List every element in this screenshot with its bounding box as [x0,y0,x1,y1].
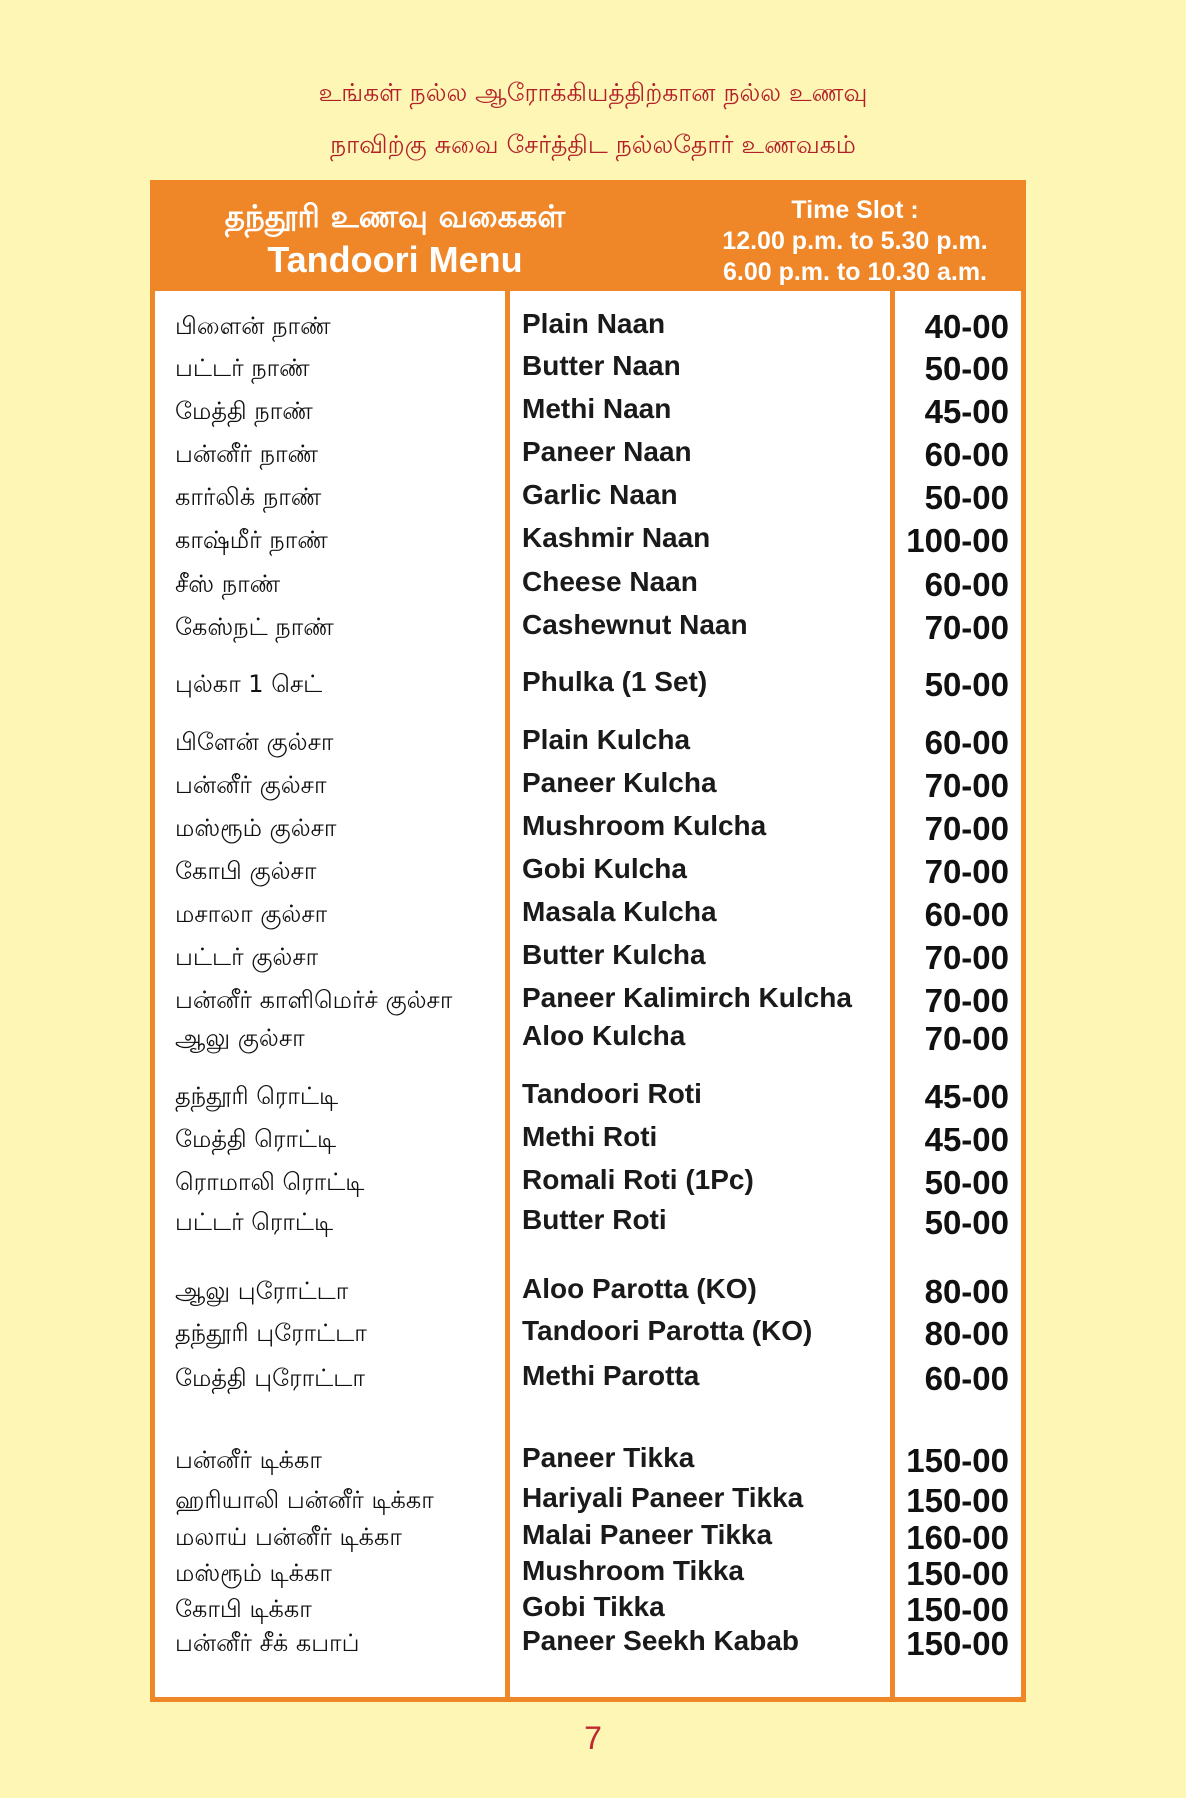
menu-row [155,1591,1021,1629]
item-name-tamil: கேஸ்நட் நாண் [175,613,334,641]
item-price: 60-00 [924,724,1009,761]
item-price: 70-00 [924,939,1009,976]
item-name-tamil: பட்டர் நாண் [175,354,310,382]
item-price: 50-00 [924,1164,1009,1201]
menu-row [155,1121,1021,1159]
menu-row [155,1315,1021,1353]
menu-row [155,1164,1021,1202]
item-name-english: Plain Naan [522,308,666,339]
item-name-english: Methi Roti [522,1121,658,1152]
menu-row [155,308,1021,346]
item-price: 60-00 [924,896,1009,933]
item-name-tamil: ஆலு குல்சா [175,1024,305,1052]
item-name-english: Mushroom Kulcha [522,810,767,841]
item-name-tamil: ஹரியாலி பன்னீர் டிக்கா [175,1486,434,1514]
menu-row [155,1204,1021,1242]
menu-row [155,350,1021,388]
item-name-english: Methi Naan [522,393,672,424]
menu-row [155,853,1021,891]
menu-row [155,1360,1021,1398]
menu-row [155,1273,1021,1311]
menu-row [155,1020,1021,1058]
item-name-tamil: மஸ்ரூம் டிக்கா [175,1559,332,1587]
item-price: 45-00 [924,1121,1009,1158]
menu-title-english: Tandoori Menu [267,239,523,280]
item-name-english: Malai Paneer Tikka [522,1519,773,1550]
menu-title-tamil: தந்தூரி உணவு வகைகள் [224,199,566,235]
item-price: 70-00 [924,609,1009,646]
item-name-tamil: பன்னீர் டிக்கா [175,1446,322,1474]
item-name-tamil: கார்லிக் நாண் [175,483,322,511]
item-name-english: Paneer Tikka [522,1442,695,1473]
menu-row [155,1625,1021,1663]
item-name-tamil: பட்டர் குல்சா [175,943,319,971]
item-name-tamil: மேத்தி புரோட்டா [175,1364,365,1392]
item-name-english: Butter Roti [522,1204,667,1235]
item-price: 60-00 [924,566,1009,603]
item-price: 100-00 [906,522,1009,559]
item-price: 150-00 [906,1482,1009,1519]
item-price: 70-00 [924,982,1009,1019]
menu-row [155,982,1021,1020]
item-name-tamil: மசாலா குல்சா [175,900,328,928]
item-name-english: Methi Parotta [522,1360,700,1391]
item-name-english: Tandoori Roti [522,1078,702,1109]
item-name-english: Mushroom Tikka [522,1555,744,1586]
item-name-english: Garlic Naan [522,479,678,510]
item-price: 45-00 [924,393,1009,430]
item-name-english: Phulka (1 Set) [522,666,708,697]
item-name-tamil: காஷ்மீர் நாண் [175,526,328,554]
item-price: 50-00 [924,1204,1009,1241]
item-price: 45-00 [924,1078,1009,1115]
item-name-tamil: சீஸ் நாண் [175,570,281,598]
item-name-english: Cashewnut Naan [522,609,748,640]
item-name-tamil: ஆலு புரோட்டா [175,1277,349,1305]
item-price: 70-00 [924,767,1009,804]
item-name-tamil: மேத்தி நாண் [175,397,313,425]
item-price: 80-00 [924,1273,1009,1310]
item-name-tamil: பன்னீர் சீக் கபாப் [175,1629,360,1657]
menu-row [155,436,1021,474]
item-name-tamil: பன்னீர் காளிமெர்ச் குல்சா [175,986,453,1014]
menu-row [155,479,1021,517]
item-price: 150-00 [906,1591,1009,1628]
item-name-english: Aloo Kulcha [522,1020,686,1051]
menu-row [155,1078,1021,1116]
item-name-english: Masala Kulcha [522,896,717,927]
item-price: 160-00 [906,1519,1009,1556]
item-price: 150-00 [906,1442,1009,1479]
item-name-english: Gobi Kulcha [522,853,687,884]
tagline-bottom: நாவிற்கு சுவை சேர்த்திட நல்லதோர் உணவகம் [330,130,856,159]
menu-items [155,185,1021,1697]
item-name-english: Aloo Parotta (KO) [522,1273,757,1304]
time-slot-lunch: 12.00 p.m. to 5.30 p.m. [722,227,988,255]
tagline-top: உங்கள் நல்ல ஆரோக்கியத்திற்கான நல்ல உணவு [318,78,868,107]
item-name-english: Cheese Naan [522,566,698,597]
item-name-english: Tandoori Parotta (KO) [522,1315,813,1346]
menu-row [155,810,1021,848]
menu-table [150,180,1026,1702]
menu-row [155,767,1021,805]
menu-row [155,939,1021,977]
menu-row [155,1442,1021,1480]
item-price: 60-00 [924,436,1009,473]
time-slot-dinner: 6.00 p.m. to 10.30 a.m. [722,258,987,286]
item-price: 60-00 [924,1360,1009,1397]
item-name-english: Kashmir Naan [522,522,711,553]
item-name-tamil: பிளைன் நாண் [175,312,331,340]
item-name-tamil: ரொமாலி ரொட்டி [175,1168,365,1196]
item-price: 80-00 [924,1315,1009,1352]
item-name-english: Paneer Kalimirch Kulcha [522,982,852,1013]
item-name-english: Butter Naan [522,350,681,381]
item-name-english: Butter Kulcha [522,939,706,970]
item-name-english: Paneer Naan [522,436,692,467]
item-name-english: Gobi Tikka [522,1591,665,1622]
menu-row [155,896,1021,934]
menu-row [155,393,1021,431]
item-price: 70-00 [924,1020,1009,1057]
item-price: 50-00 [924,350,1009,387]
item-name-tamil: மலாய் பன்னீர் டிக்கா [175,1523,402,1551]
item-name-tamil: தந்தூரி புரோட்டா [175,1319,367,1347]
menu-row [155,609,1021,647]
menu-row [155,1555,1021,1593]
item-name-tamil: பட்டர் ரொட்டி [175,1208,334,1236]
menu-row [155,522,1021,560]
menu-row [155,1482,1021,1520]
item-name-english: Hariyali Paneer Tikka [522,1482,804,1513]
item-name-tamil: மஸ்ரூம் குல்சா [175,814,337,842]
menu-row [155,566,1021,604]
item-price: 50-00 [924,666,1009,703]
item-price: 150-00 [906,1625,1009,1662]
item-name-english: Plain Kulcha [522,724,691,755]
item-price: 40-00 [924,308,1009,345]
item-name-english: Paneer Kulcha [522,767,717,798]
item-price: 70-00 [924,853,1009,890]
item-price: 150-00 [906,1555,1009,1592]
item-name-tamil: மேத்தி ரொட்டி [175,1125,337,1153]
item-name-tamil: பிளேன் குல்சா [175,728,334,756]
item-price: 70-00 [924,810,1009,847]
item-name-tamil: தந்தூரி ரொட்டி [175,1082,339,1110]
item-name-tamil: பன்னீர் குல்சா [175,771,327,799]
item-name-tamil: கோபி குல்சா [175,857,317,885]
time-slot-label: Time Slot : [791,196,919,224]
item-name-english: Paneer Seekh Kabab [522,1625,800,1656]
menu-row [155,1519,1021,1557]
item-name-tamil: கோபி டிக்கா [175,1595,312,1623]
page-number: 7 [584,1720,602,1756]
item-name-tamil: பன்னீர் நாண் [175,440,319,468]
item-name-tamil: புல்கா 1 செட் [175,670,323,698]
item-name-english: Romali Roti (1Pc) [522,1164,754,1195]
menu-row [155,724,1021,762]
menu-row [155,666,1021,704]
item-price: 50-00 [924,479,1009,516]
